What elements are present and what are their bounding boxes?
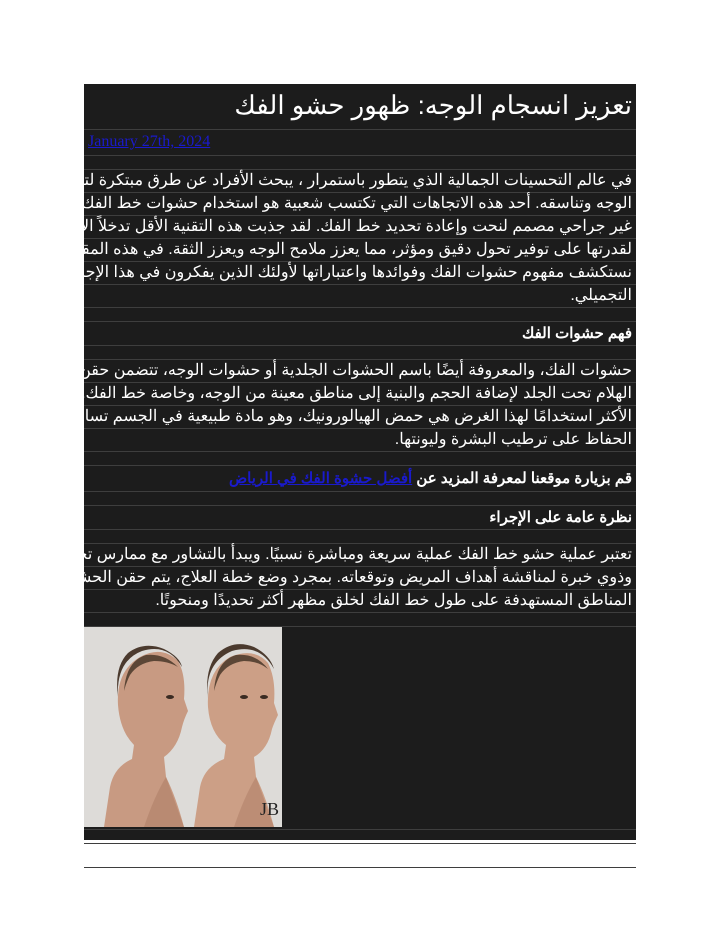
section-heading-benefits: فوائد حشو الفك — [84, 844, 636, 868]
paragraph-line: وذوي خبرة لمناقشة أهداف المريض وتوقعاته. بمجرد وضع خطة العلاج، يتم حقن الحشو في — [84, 567, 636, 590]
spacer — [84, 452, 636, 466]
section-heading-overview: نظرة عامة على الإجراء — [84, 506, 636, 530]
paragraph-line: حشوات الفك، والمعروفة أيضًا باسم الحشوات الجلدية أو حشوات الوجه، تتضمن حقن مادة تشبه — [84, 360, 636, 383]
visit-link[interactable]: أفضل حشوة الفك في الرياض — [229, 470, 413, 487]
spacer — [84, 346, 636, 360]
intro-paragraph — [6, 170, 636, 308]
paragraph-line: الوجه وتناسقه. أحد هذه الاتجاهات التي تكتسب شعبية هو استخدام حشوات خط الفك، وهو إجراء — [84, 193, 636, 216]
spacer — [84, 492, 636, 506]
paragraph-line: الهلام تحت الجلد لإضافة الحجم والبنية إلى مناطق معينة من الوجه، وخاصة خط الفك. الحشوات — [84, 383, 636, 406]
paragraph-line: لقدرتها على توفير تحول دقيق ومؤثر، مما يعزز ملامح الوجه ويعزز الثقة. في هذه المقالة، سوف — [84, 239, 636, 262]
spacer — [84, 830, 636, 844]
paragraph-line: تعتبر عملية حشو خط الفك عملية سريعة ومباشرة نسبيًا. ويبدأ بالتشاور مع ممارس تجميلي مؤهل — [84, 544, 636, 567]
paragraph-line: في عالم التحسينات الجمالية الذي يتطور باستمرار ، يبحث الأفراد عن طرق مبتكرة لتحقيق توازن — [84, 170, 636, 193]
spacer — [84, 613, 636, 627]
visit-line — [84, 466, 636, 492]
paragraph-line: نستكشف مفهوم حشوات الفك وفوائدها واعتباراتها لأولئك الذين يفكرون في هذا الإجراء — [84, 262, 636, 285]
section1-paragraph — [9, 360, 636, 452]
before-after-photo — [84, 627, 282, 827]
paragraph-line: التجميلي. — [84, 285, 636, 308]
spacer — [84, 530, 636, 544]
page-title: تعزيز انسجام الوجه: ظهور حشو الفك — [84, 84, 636, 130]
photo-logo: JB — [260, 799, 280, 819]
section2-paragraph — [2, 544, 636, 613]
spacer — [84, 156, 636, 170]
date-link[interactable]: January 27th, 2024 — [84, 130, 636, 156]
photo-row — [84, 627, 636, 830]
document-page — [2, 84, 636, 864]
paragraph-line: غير جراحي مصمم لنحت وإعادة تحديد خط الفك. لقد جذبت هذه التقنية الأقل تدخلاً الانتباه — [84, 216, 636, 239]
paragraph-line: المناطق المستهدفة على طول خط الفك لخلق مظهر أكثر تحديدًا ومنحوتًا. — [84, 590, 636, 613]
spacer — [84, 308, 636, 322]
paragraph-line: الحفاظ على ترطيب البشرة وليونتها. — [84, 429, 636, 452]
visit-text: قم بزيارة موقعنا لمعرفة المزيد عن — [416, 470, 632, 487]
section-heading-understanding: فهم حشوات الفك — [84, 322, 636, 346]
paragraph-line: الأكثر استخدامًا لهذا الغرض هي حمض الهيالورونيك، وهو مادة طبيعية في الجسم تساعد في — [84, 406, 636, 429]
face-illustration — [84, 627, 282, 827]
